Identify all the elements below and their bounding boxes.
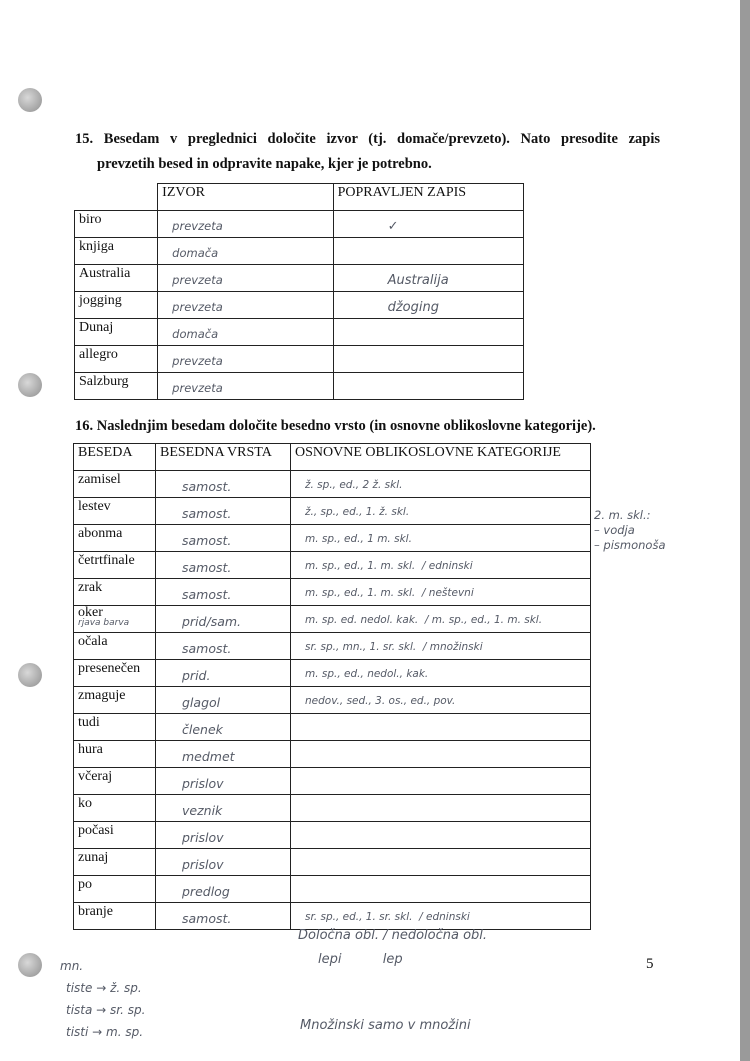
handwritten-izvor: prevzeta: [172, 273, 223, 287]
zapis-cell: [333, 319, 523, 346]
word-cell: [74, 795, 156, 822]
right-margin-note: [594, 508, 666, 553]
table-row: [74, 525, 591, 552]
bottom-note-mnozinski: Množinski samo v množini: [300, 1018, 471, 1033]
empty-cell: [75, 184, 158, 211]
handwritten-izvor: prevzeta: [172, 381, 223, 395]
word-cell: knjiga: [75, 238, 158, 265]
izvor-cell: [158, 238, 333, 265]
word-label: počasi: [78, 823, 114, 838]
punch-hole: [18, 953, 42, 977]
word-label: abonma: [78, 526, 123, 541]
word-label: hura: [78, 742, 103, 757]
table-row: [74, 876, 591, 903]
kategorije-cell: [291, 687, 591, 714]
vrsta-cell: [156, 579, 291, 606]
punch-hole: [18, 373, 42, 397]
table-row: [75, 211, 524, 238]
word-cell: [74, 741, 156, 768]
zapis-cell: [333, 238, 523, 265]
word-label: oker: [78, 605, 103, 620]
vrsta-cell: [156, 822, 291, 849]
note-line: tista → sr. sp.: [66, 1003, 146, 1017]
handwritten-vrsta: medmet: [182, 749, 235, 764]
table-row: [74, 471, 591, 498]
word-cell: [74, 498, 156, 525]
kategorije-cell: [291, 876, 591, 903]
kategorije-cell: [291, 552, 591, 579]
q16-title: 16. Naslednjim besedam določite besedno vrsto (in osnovne oblikoslovne kategorije).: [75, 418, 596, 434]
vrsta-cell: [156, 714, 291, 741]
word-label: zamisel: [78, 472, 121, 487]
header-besedna-vrsta: BESEDNA VRSTA: [156, 444, 291, 471]
table-row: [74, 768, 591, 795]
kategorije-cell: [291, 579, 591, 606]
table-row: [74, 903, 591, 930]
table-row: [75, 265, 524, 292]
vrsta-cell: [156, 525, 291, 552]
word-cell: Salzburg: [75, 373, 158, 400]
kategorije-cell: [291, 633, 591, 660]
vrsta-cell: [156, 687, 291, 714]
vrsta-cell: [156, 795, 291, 822]
kategorije-cell: [291, 471, 591, 498]
handwritten-vrsta: samost.: [182, 479, 232, 494]
handwritten-kategorije: nedov., sed., 3. os., ed., pov.: [305, 695, 456, 707]
word-cell: [74, 876, 156, 903]
kategorije-cell: [291, 795, 591, 822]
word-label: očala: [78, 634, 108, 649]
handwritten-izvor: domača: [172, 246, 219, 260]
note-line: – pismonoša: [594, 538, 666, 552]
word-cell: [74, 714, 156, 741]
word-label: branje: [78, 904, 113, 919]
word-cell: [74, 687, 156, 714]
bottom-left-note: [60, 955, 145, 1043]
word-label: zmaguje: [78, 688, 126, 703]
kategorije-cell: [291, 849, 591, 876]
header-kategorije: OSNOVNE OBLIKOSLOVNE KATEGORIJE: [291, 444, 591, 471]
zapis-cell: [333, 265, 523, 292]
table-row: [74, 687, 591, 714]
vrsta-cell: [156, 741, 291, 768]
vrsta-cell: [156, 849, 291, 876]
handwritten-vrsta: prislov: [182, 857, 224, 872]
handwritten-vrsta: prid/sam.: [182, 614, 242, 629]
header-izvor: IZVOR: [158, 184, 333, 211]
word-cell: [74, 822, 156, 849]
note-line: mn.: [60, 959, 84, 973]
q15-title-line1: 15. Besedam v preglednici določite izvor (tj. domače/prevzeto). Nato presodite zapis: [75, 131, 660, 147]
table-row: [75, 238, 524, 265]
zapis-cell: [333, 373, 523, 400]
q15-table: [74, 183, 524, 400]
table-header-row: [75, 184, 524, 211]
word-cell: Australia: [75, 265, 158, 292]
zapis-cell: [333, 346, 523, 373]
handwritten-zapis: džoging: [387, 300, 439, 315]
note-line: tiste → ž. sp.: [66, 981, 142, 995]
zapis-cell: [333, 292, 523, 319]
handwritten-vrsta: samost.: [182, 533, 232, 548]
vrsta-cell: [156, 552, 291, 579]
word-cell: biro: [75, 211, 158, 238]
word-label: zrak: [78, 580, 103, 595]
kategorije-cell: [291, 606, 591, 633]
handwritten-word-note: rjava barva: [78, 618, 130, 628]
handwritten-izvor: prevzeta: [172, 354, 223, 368]
table-row: [74, 606, 591, 633]
word-label: ko: [78, 796, 92, 811]
word-label: po: [78, 877, 92, 892]
handwritten-kategorije: ž., sp., ed., 1. ž. skl.: [305, 506, 410, 518]
word-cell: [74, 471, 156, 498]
handwritten-vrsta: prid.: [182, 668, 211, 683]
handwritten-vrsta: prislov: [182, 776, 224, 791]
word-label: včeraj: [78, 769, 113, 784]
handwritten-vrsta: samost.: [182, 641, 232, 656]
table-header-row: [74, 444, 591, 471]
handwritten-vrsta: samost.: [182, 587, 232, 602]
vrsta-cell: [156, 768, 291, 795]
note-line: 2. m. skl.:: [594, 508, 651, 522]
handwritten-vrsta: glagol: [182, 695, 221, 710]
vrsta-cell: [156, 471, 291, 498]
vrsta-cell: [156, 606, 291, 633]
handwritten-vrsta: samost.: [182, 506, 232, 521]
handwritten-vrsta: predlog: [182, 884, 230, 899]
word-label: presenečen: [78, 661, 141, 676]
kategorije-cell: [291, 822, 591, 849]
izvor-cell: [158, 211, 333, 238]
word-label: lestev: [78, 499, 111, 514]
table-row: [74, 849, 591, 876]
izvor-cell: [158, 319, 333, 346]
word-label: četrtfinale: [78, 553, 135, 568]
table-row: [74, 795, 591, 822]
kategorije-cell: [291, 768, 591, 795]
table-row: [75, 346, 524, 373]
table-row: [74, 633, 591, 660]
handwritten-izvor: prevzeta: [172, 219, 223, 233]
handwritten-vrsta: prislov: [182, 830, 224, 845]
q15-title-line2: prevzetih besed in odpravite napake, kjer je potrebno.: [97, 156, 432, 172]
word-cell: [74, 849, 156, 876]
note-line: tisti → m. sp.: [66, 1025, 144, 1039]
table-row: [74, 822, 591, 849]
header-beseda: BESEDA: [74, 444, 156, 471]
word-label: zunaj: [78, 850, 109, 865]
handwritten-zapis: ✓: [387, 219, 399, 234]
bottom-note-lepi-lep: lepi lep: [318, 952, 403, 967]
word-cell: Dunaj: [75, 319, 158, 346]
word-label: tudi: [78, 715, 100, 730]
punch-hole: [18, 663, 42, 687]
note-line: – vodja: [594, 523, 635, 537]
table-row: [74, 579, 591, 606]
page-number: 5: [646, 956, 654, 972]
vrsta-cell: [156, 660, 291, 687]
handwritten-vrsta: samost.: [182, 911, 232, 926]
word-cell: allegro: [75, 346, 158, 373]
handwritten-kategorije: m. sp., ed., 1 m. skl.: [305, 533, 412, 545]
handwritten-kategorije: m. sp., ed., nedol., kak.: [305, 668, 429, 680]
table-row: [74, 714, 591, 741]
word-cell: [74, 768, 156, 795]
handwritten-izvor: domača: [172, 327, 219, 341]
izvor-cell: [158, 373, 333, 400]
vrsta-cell: [156, 876, 291, 903]
handwritten-vrsta: členek: [182, 722, 223, 737]
vrsta-cell: [156, 633, 291, 660]
kategorije-cell: [291, 498, 591, 525]
scan-edge: [740, 0, 750, 1061]
vrsta-cell: [156, 498, 291, 525]
handwritten-kategorije: m. sp. ed. nedol. kak. / m. sp., ed., 1. m. skl.: [305, 614, 543, 626]
vrsta-cell: [156, 903, 291, 930]
word-cell: [74, 606, 156, 633]
kategorije-cell: [291, 660, 591, 687]
handwritten-kategorije: m. sp., ed., 1. m. skl. / edninski: [305, 560, 473, 572]
izvor-cell: [158, 292, 333, 319]
kategorije-cell: [291, 741, 591, 768]
izvor-cell: [158, 265, 333, 292]
handwritten-kategorije: ž. sp., ed., 2 ž. skl.: [305, 479, 403, 491]
word-cell: [74, 552, 156, 579]
kategorije-cell: [291, 903, 591, 930]
zapis-cell: [333, 211, 523, 238]
word-cell: jogging: [75, 292, 158, 319]
table-row: [75, 292, 524, 319]
bottom-note-definite: Določna obl. / nedoločna obl.: [298, 928, 488, 943]
q16-table: [73, 443, 591, 930]
handwritten-izvor: prevzeta: [172, 300, 223, 314]
handwritten-kategorije: sr. sp., mn., 1. sr. skl. / množinski: [305, 641, 483, 653]
word-cell: [74, 633, 156, 660]
handwritten-vrsta: samost.: [182, 560, 232, 575]
handwritten-vrsta: veznik: [182, 803, 223, 818]
table-row: [74, 552, 591, 579]
table-row: [74, 741, 591, 768]
kategorije-cell: [291, 525, 591, 552]
table-row: [74, 498, 591, 525]
word-cell: [74, 660, 156, 687]
izvor-cell: [158, 346, 333, 373]
handwritten-kategorije: sr. sp., ed., 1. sr. skl. / edninski: [305, 911, 470, 923]
table-row: [74, 660, 591, 687]
punch-hole: [18, 88, 42, 112]
handwritten-kategorije: m. sp., ed., 1. m. skl. / neštevni: [305, 587, 474, 599]
word-cell: [74, 579, 156, 606]
word-cell: [74, 525, 156, 552]
word-cell: [74, 903, 156, 930]
handwritten-zapis: Australija: [387, 273, 449, 288]
header-popravljen-zapis: POPRAVLJEN ZAPIS: [333, 184, 523, 211]
table-row: [75, 373, 524, 400]
table-row: [75, 319, 524, 346]
kategorije-cell: [291, 714, 591, 741]
